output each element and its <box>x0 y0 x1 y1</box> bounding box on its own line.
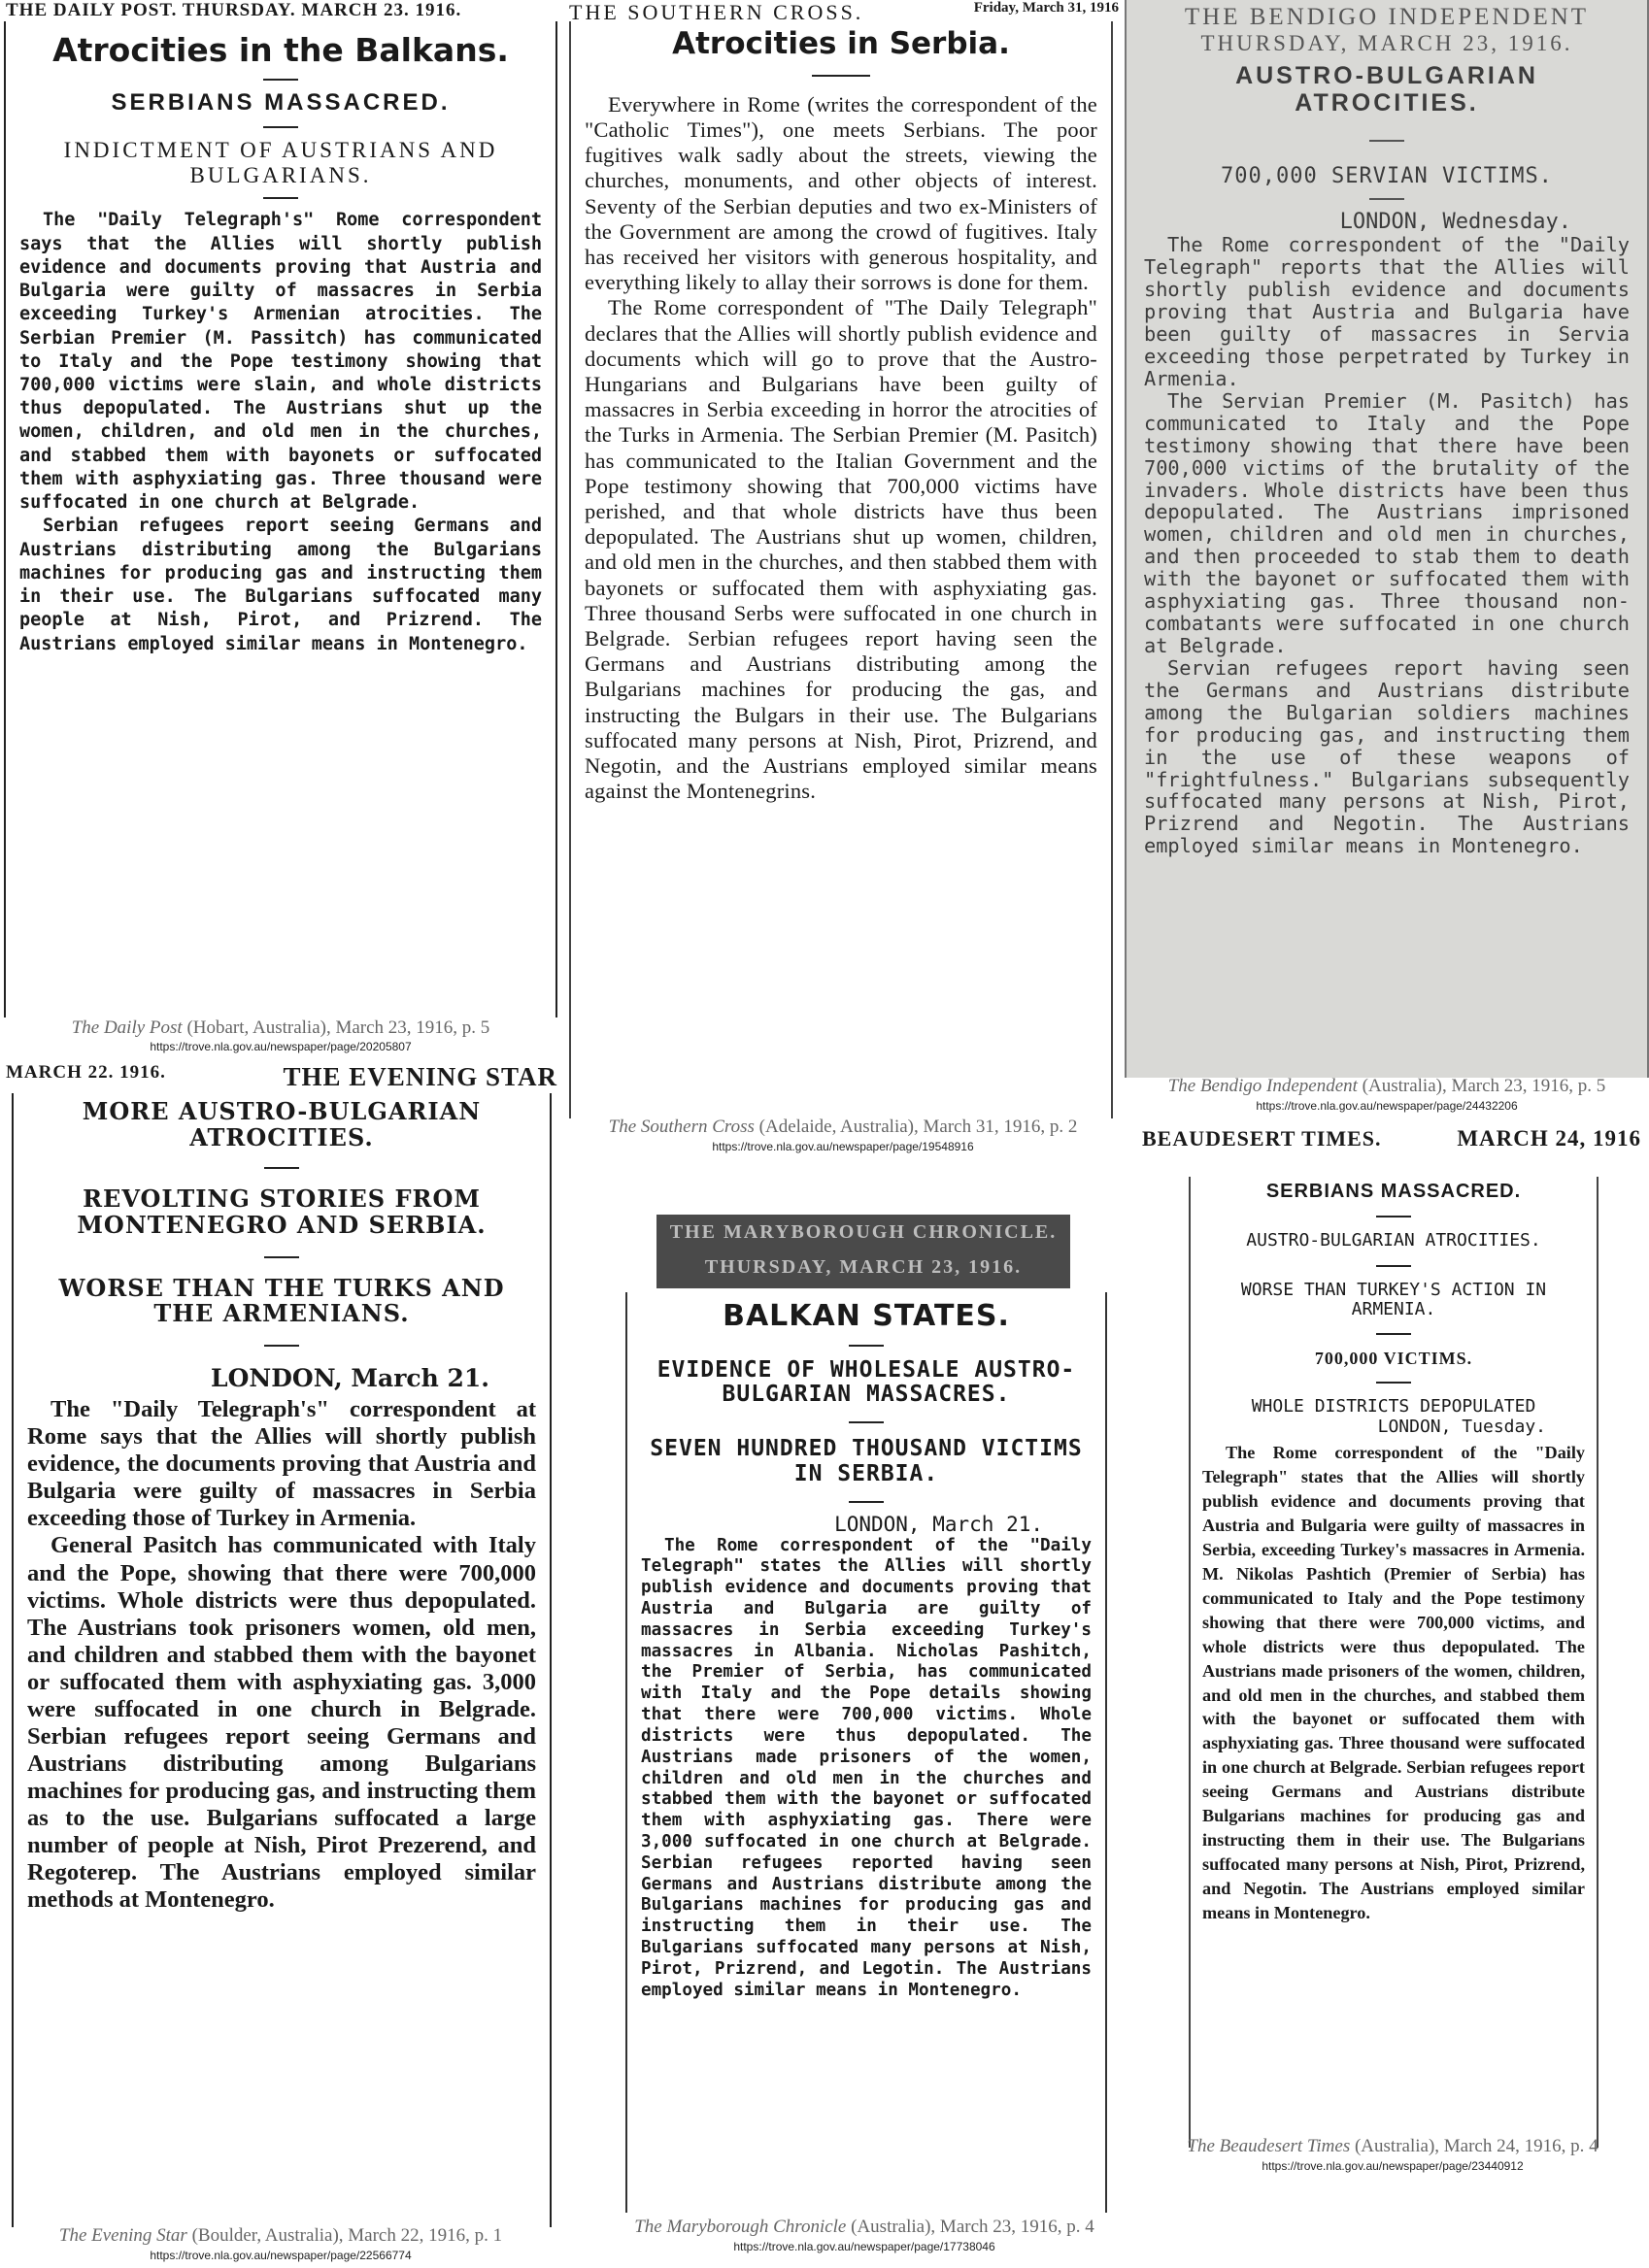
masthead-title: THE SOUTHERN CROSS. <box>569 0 864 24</box>
daily-post-caption <box>0 1017 561 1039</box>
divider <box>849 1345 884 1347</box>
evening-star-column <box>12 1093 552 2227</box>
bendigo-scan <box>1125 0 1649 1078</box>
maryborough-subheading-2: SEVEN HUNDRED THOUSAND VICTIMS IN SERBIA. <box>650 1436 1083 1486</box>
masthead-date: MARCH 22. 1916. <box>6 1062 166 1083</box>
divider <box>812 75 870 77</box>
bendigo-clipping <box>1125 0 1649 1117</box>
beaudesert-caption <box>1136 2136 1649 2157</box>
daily-post-subheading: SERBIANS MASSACRED. <box>111 88 451 116</box>
divider <box>849 1501 884 1503</box>
daily-post-body <box>19 209 542 655</box>
bendigo-url[interactable]: https://trove.nla.gov.au/newspaper/page/24432206 <box>1256 1099 1518 1113</box>
maryborough-masthead <box>656 1215 1070 1288</box>
beaudesert-subheading-3: 700,000 VICTIMS. <box>1314 1348 1473 1368</box>
caption-details: (Australia), March 24, 1916, p. 4 <box>1350 2136 1599 2156</box>
caption-details: (Boulder, Australia), March 22, 1916, p. 1 <box>186 2225 503 2246</box>
beaudesert-clipping <box>1136 1126 1649 2268</box>
beaudesert-body <box>1202 1441 1585 1925</box>
paragraph: The Rome correspondent of the "Daily Telegraph" states the Allies will shortly publish evidence and documents proving that Austria and Bulgaria are guilty of massacres in Serbia exceeding Turkey's massacres in Albania. Nicholas Pashitch, the Premier of Serbia, has communicated with Italy and the Pope details showing that there were 700,000 victims. Whole districts were thus depopulated. The Austrians made prisoners of the women, children and old men in the churches and stabbed them with the bayonet or suffocated them with asphyxiating gas. There were 3,000 suffocated in one church at Belgrade. Serbian refugees reported having seen Germans and Austrians distribute among the Bulgarians machines for producing gas and instructing them in their use. The Bulgarians suffocated many persons at Nish, Pirot, Prizrend, and Legotin. The Austrians employed similar means in Montenegro. <box>641 1535 1092 2000</box>
evening-star-caption <box>0 2225 561 2247</box>
caption-details: (Hobart, Australia), March 23, 1916, p. 5 <box>182 1017 490 1038</box>
evening-star-masthead <box>6 1062 557 1092</box>
masthead-title: THE MARYBOROUGH CHRONICLE. <box>669 1221 1058 1243</box>
paragraph: The "Daily Telegraph's" correspondent at Rome says that the Allies will shortly publish evidence, the documents proving that Austria and Bulgaria were guilty of massacres in Serbia exceeding those of Turkey in Armenia. <box>27 1396 536 1532</box>
beaudesert-dateline: LONDON, Tuesday. <box>1377 1417 1546 1438</box>
maryborough-body <box>641 1536 1092 2002</box>
paragraph: The Rome correspondent of the "Daily Telegraph" states that the Allies will shortly publish evidence and documents proving that Austria and Bulgaria were guilty of massacres in Serbia, exceeding Turkey's massacres in Armenia. M. Nikolas Pashtich (Premier of Serbia) has communicated to Italy and the Pope testimony showing that there were 700,000 victims, and whole districts were thus depopulated. The Austrians made prisoners of the women, children, and old men in the churches, and stabbed them with the bayonet or suffocated them with asphyxiating gas. Three thousand were suffocated in one church at Belgrade. Serbian refugees report seeing Germans and Austrians distribute Bulgarians machines for producing gas and instructing them in their use. The Bulgarians suffocated many persons at Nish, Pirot, Prizrend, and Negotin. The Austrians employed similar means in Montenegro. <box>1202 1443 1585 1922</box>
daily-post-column <box>4 21 557 1017</box>
bendigo-subheading: 700,000 SERVIAN VICTIMS. <box>1221 163 1553 188</box>
paragraph: The Rome correspondent of "The Daily Telegraph" declares that the Allies will shortly publish evidence and documents which will go to prove that the Austro-Hungarians and Bulgarians have been guilty of massacres in Serbia exceeding in horror the atrocities of the Turks in Armenia. The Serbian Premier (M. Pasitch) has communicated to the Italian Government and the Pope testimony showing that 700,000 victims have perished, and that whole districts have thus been depopulated. The Austrians shut up women, children, and old men in the churches, and then stabbed them with bayonets or suffocated them with asphyxiating gas. Three thousand Serbs were suffocated in one church in Belgrade. Serbian refugees report having seen the Germans and Austrians distributing among the Bulgarians machines for producing the gas, and instructing the Bulgars in their use. The Bulgarians suffocated many persons at Nish, Pirot, Prizrend, and Negotin, and the Austrians employed similar means against the Montenegrins. <box>585 295 1097 804</box>
daily-post-url[interactable]: https://trove.nla.gov.au/newspaper/page/20205807 <box>150 1040 412 1053</box>
divider <box>1369 198 1404 200</box>
divider <box>264 1256 299 1258</box>
evening-star-clipping <box>0 1062 561 2268</box>
bendigo-title: AUSTRO-BULGARIAN ATROCITIES. <box>1235 61 1538 117</box>
caption-paper-name: The Maryborough Chronicle <box>634 2217 847 2237</box>
masthead-title: THE EVENING STAR <box>283 1062 557 1091</box>
divider <box>849 1421 884 1423</box>
divider <box>263 126 298 128</box>
caption-details: (Australia), March 23, 1916, p. 4 <box>846 2217 1094 2237</box>
paragraph: General Pasitch has communicated with Italy and the Pope, showing that there were 700,000 victims. Whole districts were thus depopulated. The Austrians took prisoners women, old men, and children and stabbed them with the bayonet or suffocated them with asphyxiating gas. 3,000 were suffocated in one church in Belgrade. Serbian refugees report seeing Germans and Austrians distributing among Bulgarians machines for producing gas, and instructing them as to the use. Bulgarians suffocated a large number of people at Nish, Pirot Prezerend, and Regoterep. The Austrians employed similar methods at Montenegro. <box>27 1532 536 1914</box>
evening-star-dateline: LONDON, March 21. <box>211 1364 489 1393</box>
maryborough-dateline: LONDON, March 21. <box>834 1512 1043 1536</box>
southern-cross-url[interactable]: https://trove.nla.gov.au/newspaper/page/19548916 <box>712 1140 974 1153</box>
maryborough-column <box>625 1292 1107 2213</box>
beaudesert-column <box>1189 1177 1599 2148</box>
beaudesert-masthead <box>1142 1126 1641 1151</box>
maryborough-clipping <box>583 1209 1146 2268</box>
maryborough-title: BALKAN STATES. <box>723 1299 1010 1333</box>
southern-cross-title: Atrocities in Serbia. <box>672 26 1010 61</box>
paragraph: Everywhere in Rome (writes the correspondent of the "Catholic Times"), one meets Serbians. The poor fugitives walk sadly about the streets, viewing the churches, monuments, and other objects of interest. Seventy of the Serbian deputies and two ex-Ministers of the Government are among the crowd of fugitives. Italy has received her visitors with generous hospitality, and everything likely to allay their sorrows is done for them. <box>585 91 1097 295</box>
daily-post-subheading-2: INDICTMENT OF AUSTRIANS AND BULGARIANS. <box>63 137 498 187</box>
evening-star-subheading: REVOLTING STORIES FROM MONTENEGRO AND SERBIA. <box>77 1184 487 1239</box>
masthead-date: THURSDAY, MARCH 23, 1916. <box>704 1256 1023 1278</box>
beaudesert-url[interactable]: https://trove.nla.gov.au/newspaper/page/23440912 <box>1262 2159 1524 2173</box>
paragraph: The "Daily Telegraph's" Rome correspondent says that the Allies will shortly publish evidence and documents proving that Austria and Bulgaria were guilty of massacres in Serbia exceeding Turkey's Armenian atrocities. The Serbian Premier (M. Passitch) has communicated to Italy and the Pope testimony showing that 700,000 victims were slain, and whole districts thus depopulated. The Austrians shut up the women, children, and old men in the churches, and stabbed them with bayonets or suffocated them with asphyxiating gas. Three thousand were suffocated in one church at Belgrade. <box>19 210 542 514</box>
bendigo-caption <box>1125 1076 1649 1097</box>
southern-cross-column <box>569 21 1113 1118</box>
paragraph: Serbian refugees report seeing Germans and Austrians distributing among the Bulgarians machines for producing gas and instructing them in their use. The Bulgarians suffocated many people at Nish, Pirot, and Prizrend. The Austrians employed similar means in Montenegro. <box>19 516 542 654</box>
paragraph: Servian refugees report having seen the Germans and Austrians distribute among the Bulgarian soldiers machines for producing gas, and instructing them in the use of these weapons of "frightfulness." Bulgarians subsequently suffocated many persons at Nish, Pirot, Prizrend and Negotin. The Austrians employed similar means in Montenegro. <box>1144 655 1630 858</box>
caption-paper-name: The Beaudesert Times <box>1187 2136 1351 2156</box>
daily-post-title: Atrocities in the Balkans. <box>52 31 509 69</box>
masthead-date: Friday, March 31, 1916 <box>973 0 1119 16</box>
caption-paper-name: The Southern Cross <box>608 1117 755 1137</box>
maryborough-url[interactable]: https://trove.nla.gov.au/newspaper/page/17738046 <box>733 2240 995 2253</box>
daily-post-masthead: THE DAILY POST. THURSDAY. MARCH 23. 1916. <box>6 0 462 20</box>
maryborough-subheading: EVIDENCE OF WHOLESALE AUSTRO-BULGARIAN MASSACRES. <box>656 1356 1076 1408</box>
beaudesert-subheading-4: WHOLE DISTRICTS DEPOPULATED <box>1251 1396 1536 1418</box>
southern-cross-body <box>585 92 1097 805</box>
beaudesert-subheading-2: WORSE THAN TURKEY'S ACTION IN ARMENIA. <box>1240 1279 1547 1319</box>
bendigo-masthead: THE BENDIGO INDEPENDENT <box>1184 4 1590 30</box>
maryborough-caption <box>583 2217 1146 2238</box>
divider <box>264 1345 299 1347</box>
divider <box>264 1167 299 1169</box>
divider <box>1376 1382 1411 1384</box>
divider <box>1369 140 1404 142</box>
evening-star-title: MORE AUSTRO-BULGARIAN ATROCITIES. <box>82 1097 482 1151</box>
masthead-date: MARCH 24, 1916 <box>1457 1126 1641 1151</box>
divider <box>263 79 298 81</box>
paragraph: The Servian Premier (M. Pasitch) has communicated to Italy and the Pope testimony showing that there have been 700,000 victims of the brutality of the invaders. Whole districts have been thus depopulated. The Austrians imprisoned women, children and old men in churches, and then proceeded to stab them to death with the bayonet or suffocated them with asphyxiating gas. Three thousand non-combatants were suffocated in one church at Belgrade. <box>1144 388 1630 657</box>
caption-paper-name: The Evening Star <box>58 2225 187 2246</box>
masthead-title: BEAUDESERT TIMES. <box>1142 1126 1382 1151</box>
southern-cross-clipping <box>561 0 1125 1157</box>
divider <box>263 197 298 199</box>
daily-post-clipping <box>0 0 561 1060</box>
evening-star-body <box>27 1396 536 1914</box>
evening-star-subheading-2: WORSE THAN THE TURKS AND THE ARMENIANS. <box>58 1273 505 1328</box>
evening-star-url[interactable]: https://trove.nla.gov.au/newspaper/page/22566774 <box>150 2249 412 2262</box>
caption-details: (Australia), March 23, 1916, p. 5 <box>1357 1076 1606 1096</box>
divider <box>1376 1216 1411 1217</box>
caption-details: (Adelaide, Australia), March 31, 1916, p. 2 <box>754 1117 1078 1137</box>
caption-paper-name: The Bendigo Independent <box>1167 1076 1358 1096</box>
divider <box>1376 1265 1411 1267</box>
beaudesert-subheading: AUSTRO-BULGARIAN ATROCITIES. <box>1246 1230 1541 1251</box>
southern-cross-caption <box>561 1117 1125 1138</box>
bendigo-dateline: LONDON, Wednesday. <box>1339 210 1571 235</box>
caption-paper-name: The Daily Post <box>71 1017 183 1038</box>
beaudesert-title: SERBIANS MASSACRED. <box>1265 1181 1522 1202</box>
paragraph: The Rome correspondent of the "Daily Telegraph" reports that the Allies will shortly publish evidence and documents proving that Austria and Bulgaria have been guilty of massacres in Servia exceeding those perpetrated by Turkey in Armenia. <box>1144 233 1630 390</box>
divider <box>1376 1333 1411 1335</box>
bendigo-masthead-date: THURSDAY, MARCH 23, 1916. <box>1200 31 1573 55</box>
bendigo-body <box>1144 234 1630 857</box>
